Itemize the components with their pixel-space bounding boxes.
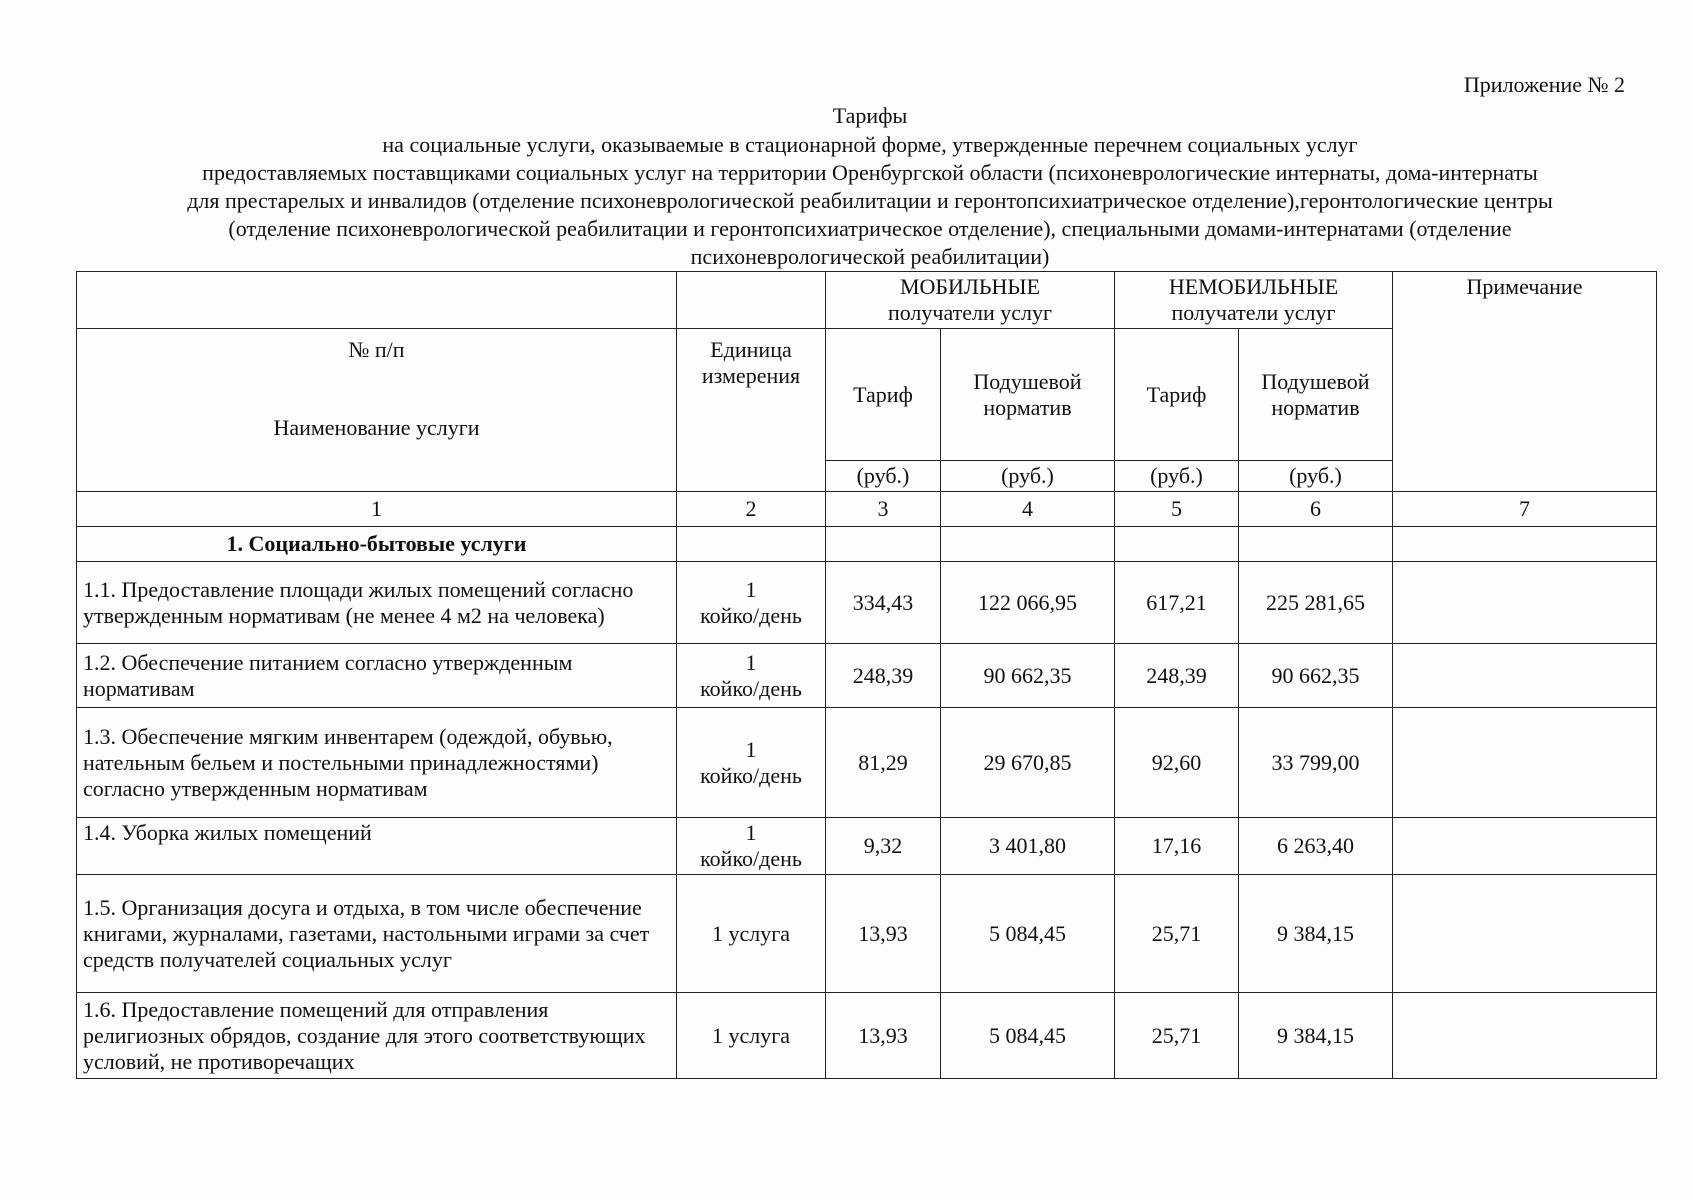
unit-header-line: Единица <box>710 337 792 362</box>
unit-line: 1 услуга <box>711 920 791 946</box>
note-header: Примечание <box>1393 272 1657 492</box>
column-number: 3 <box>826 492 941 527</box>
unit-cell <box>677 708 826 818</box>
table-row <box>77 708 1657 818</box>
immobile-tariff: 25,71 <box>1115 993 1239 1079</box>
unit-header-line: измерения <box>701 363 801 388</box>
empty-cell <box>941 527 1115 562</box>
note-cell <box>1393 562 1657 644</box>
mobile-recipients-header <box>826 272 1115 329</box>
section-title: 1. Социально-бытовые услуги <box>77 527 677 562</box>
immobile-per-capita: 90 662,35 <box>1239 644 1393 708</box>
mobile-tariff: 9,32 <box>826 818 941 875</box>
subtitle-line: для престарелых и инвалидов (отделение психоневрологической реабилитации и геронтопсихиатрическое отделение),геронтологические центры <box>187 188 1553 213</box>
header-blank-cell <box>677 272 826 329</box>
empty-cell <box>1115 527 1239 562</box>
per-capita-line: Подушевой <box>1261 368 1370 394</box>
num-header: № п/п <box>348 337 405 362</box>
rub-unit: (руб.) <box>1239 461 1393 492</box>
tariffs-table <box>76 271 1657 1079</box>
column-number: 4 <box>941 492 1115 527</box>
header-group-row <box>77 272 1657 329</box>
immobile-header-line: получатели услуг <box>1171 300 1336 325</box>
unit-cell <box>677 875 826 993</box>
unit-line: койко/день <box>700 762 802 788</box>
mobile-tariff: 13,93 <box>826 993 941 1079</box>
immobile-tariff-header: Тариф <box>1115 329 1239 461</box>
mobile-per-capita: 5 084,45 <box>941 875 1115 993</box>
header-blank-cell <box>77 272 677 329</box>
table-row <box>77 562 1657 644</box>
immobile-recipients-header <box>1115 272 1393 329</box>
empty-cell <box>1393 527 1657 562</box>
column-numbers-row <box>77 492 1657 527</box>
service-name: 1.6. Предоставление помещений для отправления религиозных обрядов, создание для этого соответствующих условий, не противоречащих <box>77 993 677 1079</box>
appendix-label: Приложение № 2 <box>1463 72 1625 97</box>
empty-cell <box>677 527 826 562</box>
immobile-per-capita: 9 384,15 <box>1239 875 1393 993</box>
mobile-tariff: 13,93 <box>826 875 941 993</box>
note-cell <box>1393 818 1657 875</box>
immobile-per-capita: 9 384,15 <box>1239 993 1393 1079</box>
column-number: 6 <box>1239 492 1393 527</box>
mobile-per-capita: 122 066,95 <box>941 562 1115 644</box>
unit-line: койко/день <box>700 846 802 871</box>
service-name: 1.1. Предоставление площади жилых помещений согласно утвержденным нормативам (не менее 4 м2 на человека) <box>77 562 677 644</box>
immobile-header-line: НЕМОБИЛЬНЫЕ <box>1168 274 1339 299</box>
mobile-header-line: МОБИЛЬНЫЕ <box>899 274 1041 299</box>
mobile-tariff: 81,29 <box>826 708 941 818</box>
note-cell <box>1393 993 1657 1079</box>
unit-line: койко/день <box>700 675 802 701</box>
column-number: 2 <box>677 492 826 527</box>
unit-line: 1 <box>745 820 757 845</box>
rub-unit: (руб.) <box>826 461 941 492</box>
service-name: 1.4. Уборка жилых помещений <box>77 818 677 875</box>
unit-cell <box>677 562 826 644</box>
immobile-per-capita: 33 799,00 <box>1239 708 1393 818</box>
mobile-per-capita: 29 670,85 <box>941 708 1115 818</box>
unit-cell <box>677 993 826 1079</box>
mobile-per-capita: 3 401,80 <box>941 818 1115 875</box>
table-row <box>77 875 1657 993</box>
per-capita-line: норматив <box>1271 394 1360 420</box>
mobile-per-capita-header <box>941 329 1115 461</box>
section-row <box>77 527 1657 562</box>
immobile-tariff: 17,16 <box>1115 818 1239 875</box>
empty-cell <box>1239 527 1393 562</box>
subtitle-line: (отделение психоневрологической реабилитации и геронтопсихиатрическое отделение), специальными домами-интернатами (отделение <box>228 216 1512 241</box>
table-row <box>77 818 1657 875</box>
unit-line: 1 <box>745 576 757 602</box>
subtitle-line: предоставляемых поставщиками социальных услуг на территории Оренбургской области (психоневрологические интернаты, дома-интернаты <box>202 160 1538 185</box>
document-title: Тарифы <box>832 103 908 128</box>
rub-unit: (руб.) <box>941 461 1115 492</box>
rub-unit: (руб.) <box>1115 461 1239 492</box>
service-name: 1.2. Обеспечение питанием согласно утвержденным нормативам <box>77 644 677 708</box>
per-capita-line: норматив <box>983 394 1072 420</box>
unit-cell <box>677 818 826 875</box>
note-cell <box>1393 875 1657 993</box>
column-number: 1 <box>77 492 677 527</box>
note-cell <box>1393 644 1657 708</box>
unit-line: 1 <box>745 649 757 675</box>
table-row <box>77 993 1657 1079</box>
immobile-tariff: 92,60 <box>1115 708 1239 818</box>
service-name-header <box>77 329 677 492</box>
mobile-tariff: 334,43 <box>826 562 941 644</box>
mobile-header-line: получатели услуг <box>887 300 1053 325</box>
subtitle-line: на социальные услуги, оказываемые в стационарной форме, утвержденные перечнем социальных услуг <box>382 132 1358 157</box>
mobile-per-capita: 90 662,35 <box>941 644 1115 708</box>
mobile-per-capita: 5 084,45 <box>941 993 1115 1079</box>
service-name: 1.5. Организация досуга и отдыха, в том числе обеспечение книгами, журналами, газетами, настольными играми за счет средств получателей социальных услуг <box>77 875 677 993</box>
unit-line: 1 <box>745 736 757 762</box>
document-subtitle <box>100 131 1640 271</box>
service-name: 1.3. Обеспечение мягким инвентарем (одеждой, обувью, нательным бельем и постельными принадлежностями) согласно утвержденным нормативам <box>77 708 677 818</box>
subtitle-line: психоневрологической реабилитации) <box>690 244 1050 269</box>
note-cell <box>1393 708 1657 818</box>
immobile-tariff: 25,71 <box>1115 875 1239 993</box>
empty-cell <box>826 527 941 562</box>
mobile-tariff-header: Тариф <box>826 329 941 461</box>
unit-line: 1 услуга <box>711 1022 791 1048</box>
mobile-tariff: 248,39 <box>826 644 941 708</box>
immobile-per-capita: 225 281,65 <box>1239 562 1393 644</box>
column-number: 7 <box>1393 492 1657 527</box>
unit-line: койко/день <box>700 602 802 628</box>
immobile-per-capita: 6 263,40 <box>1239 818 1393 875</box>
immobile-tariff: 617,21 <box>1115 562 1239 644</box>
unit-header <box>677 329 826 492</box>
table-row <box>77 644 1657 708</box>
unit-cell <box>677 644 826 708</box>
immobile-tariff: 248,39 <box>1115 644 1239 708</box>
service-name-label: Наименование услуги <box>273 415 480 440</box>
per-capita-line: Подушевой <box>973 368 1082 394</box>
column-number: 5 <box>1115 492 1239 527</box>
immobile-per-capita-header <box>1239 329 1393 461</box>
